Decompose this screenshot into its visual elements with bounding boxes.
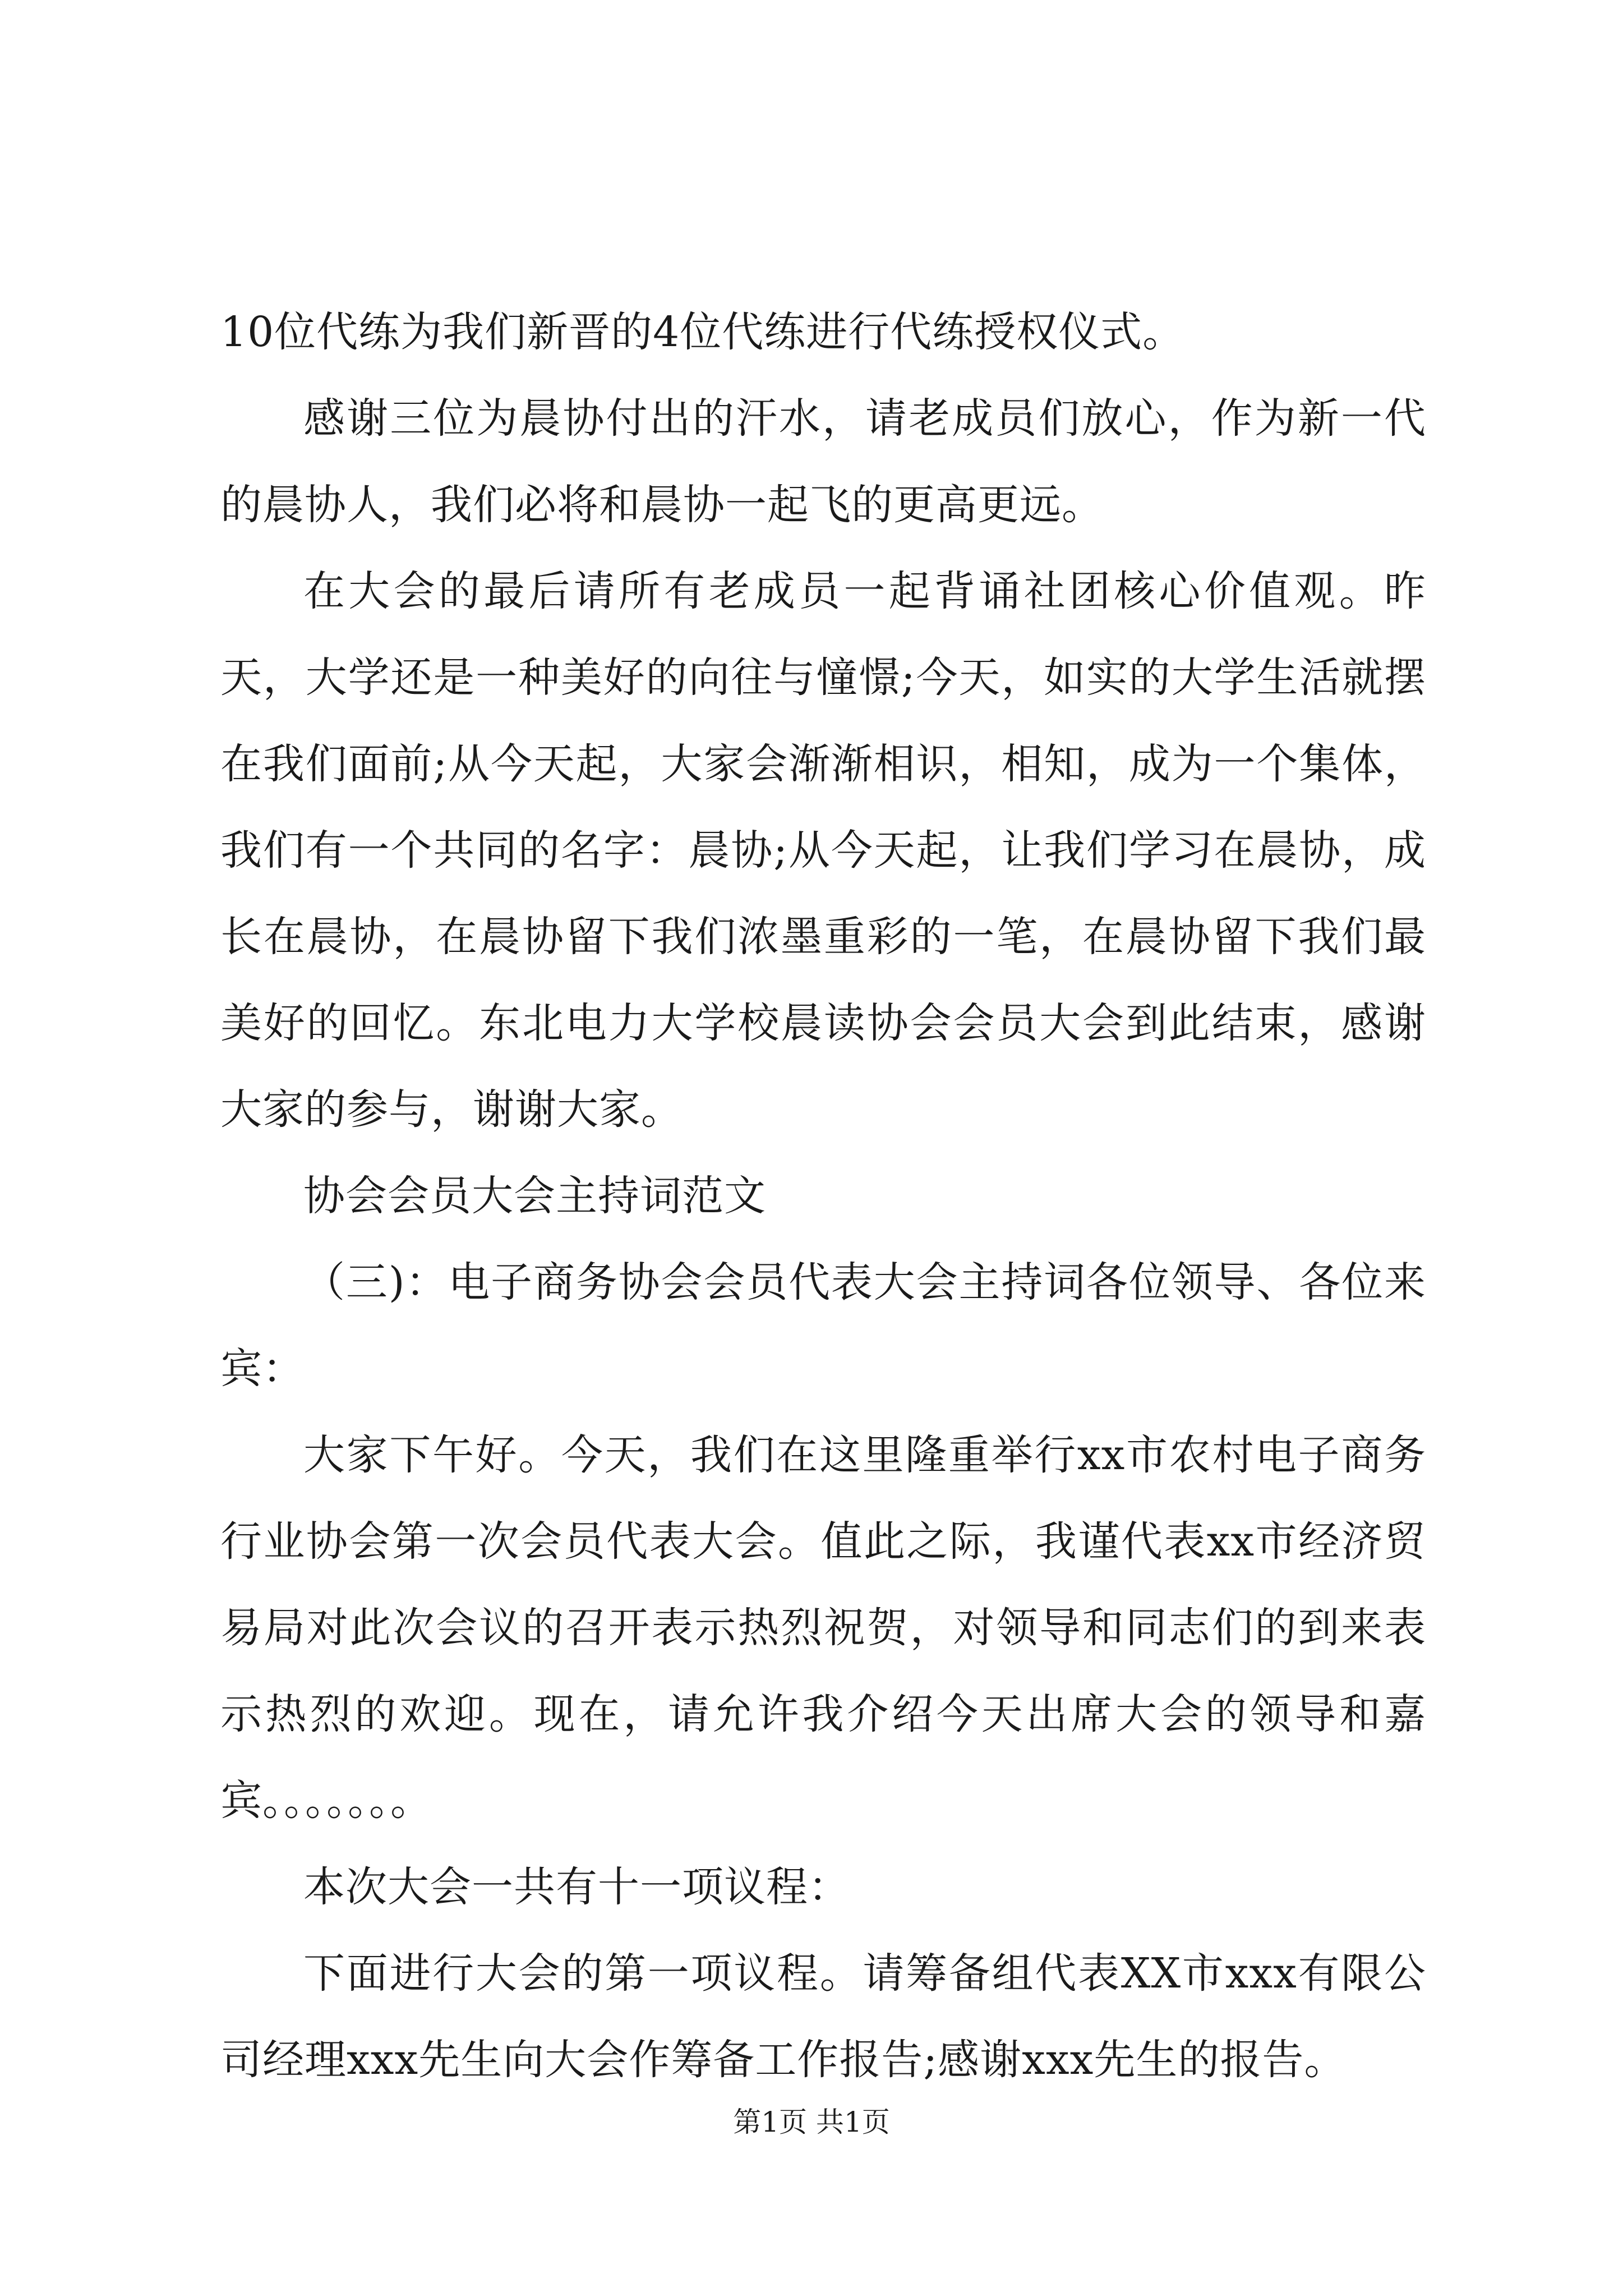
paragraph-6: 大家下午好。今天，我们在这里隆重举行xx市农村电子商务行业协会第一次会员代表大会。值此之际，我谨代表xx市经济贸易局对此次会议的召开表示热烈祝贺，对领导和同志们的到来表示热烈的欢迎。现在，请允许我介绍今天出席大会的领导和嘉宾。。。。。。。 — [220, 1431, 1426, 1825]
paragraph-7: 本次大会一共有十一项议程： — [303, 1863, 850, 1911]
page-number-footer: 第1页 共1页 — [733, 2106, 890, 2138]
paragraph-1: 10位代练为我们新晋的4位代练进行代练授权仪式。 — [220, 308, 1185, 356]
paragraph-2: 感谢三位为晨协付出的汗水，请老成员们放心，作为新一代的晨协人，我们必将和晨协一起飞的更高更远。 — [220, 394, 1426, 529]
section-heading: 协会会员大会主持词范文 — [303, 1172, 766, 1220]
paragraph-5: （三)：电子商务协会会员代表大会主持词各位领导、各位来宾： — [220, 1258, 1426, 1393]
document-body — [220, 289, 1426, 2103]
paragraph-8: 下面进行大会的第一项议程。请筹备组代表XX市xxx有限公司经理xxx先生向大会作筹备工作报告;感谢xxx先生的报告。 — [220, 1949, 1426, 2084]
paragraph-3: 在大会的最后请所有老成员一起背诵社团核心价值观。昨天，大学还是一种美好的向往与憧憬;今天，如实的大学生活就摆在我们面前;从今天起，大家会渐渐相识，相知，成为一个集体，我们有一个共同的名字：晨协;从今天起，让我们学习在晨协，成长在晨协，在晨协留下我们浓墨重彩的一笔，在晨协留下我们最美好的回忆。东北电力大学校晨读协会会员大会到此结束，感谢大家的参与，谢谢大家。 — [220, 567, 1426, 1134]
